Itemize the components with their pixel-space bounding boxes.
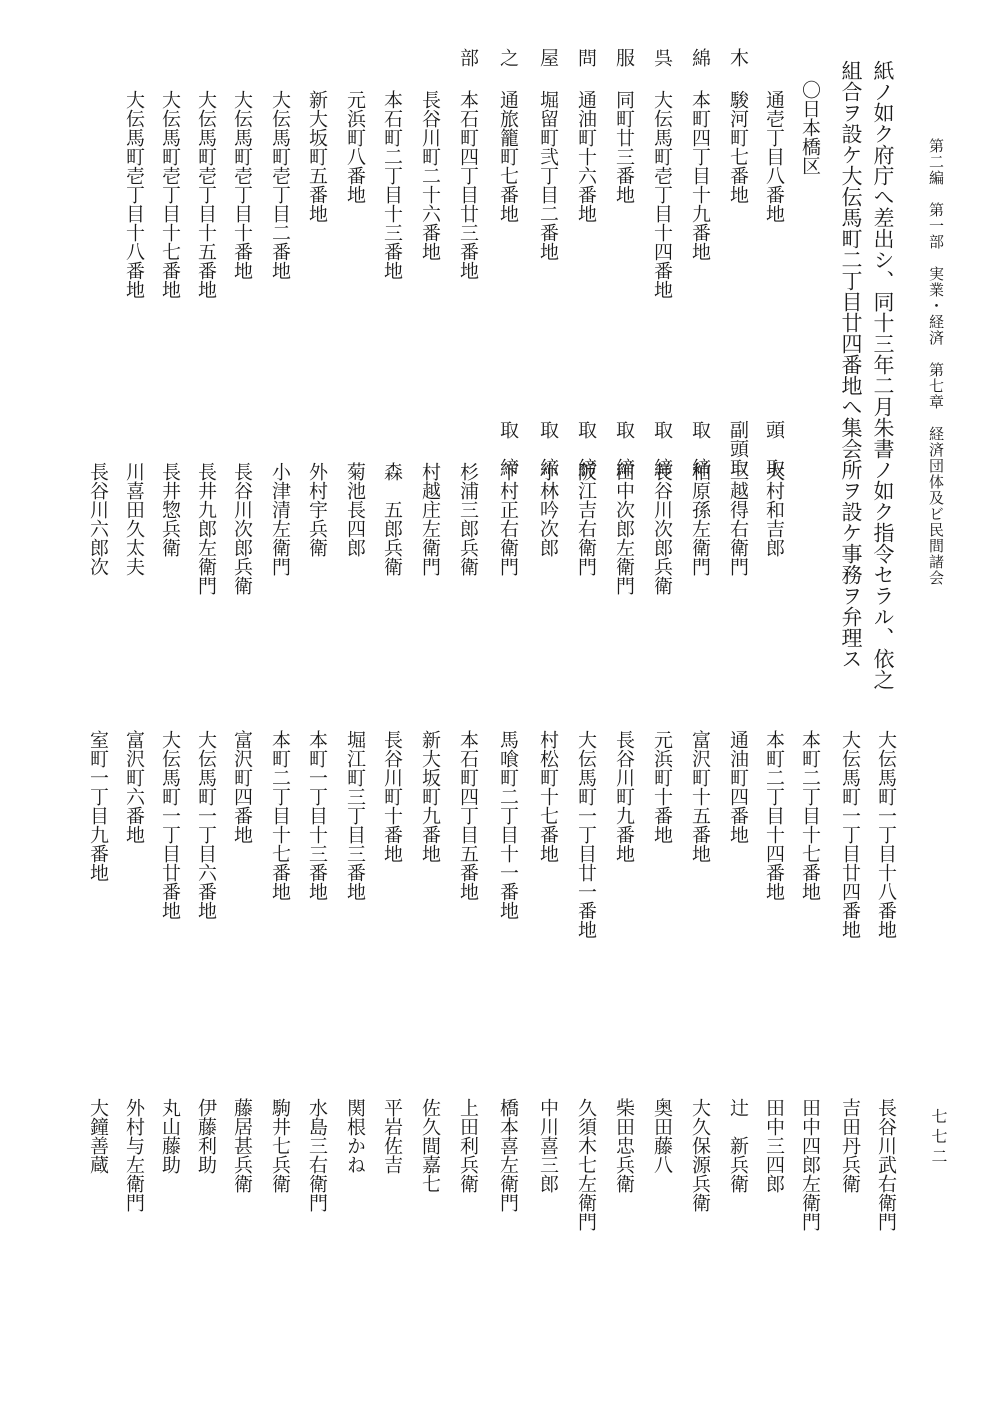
upper-address: 元浜町八番地 (344, 90, 366, 204)
running-header: 第二編 第一部 実業・経済 第七章 経済団体及ビ民間諸会 (927, 138, 945, 586)
category-char: 之 (497, 48, 519, 67)
member-name: 外村宇兵衛 (306, 462, 328, 557)
category-char: 綿 (689, 48, 711, 67)
lower-name: 長谷川武右衛門 (875, 1098, 897, 1231)
member-name: 川喜田久太夫 (123, 462, 145, 576)
member-name: 長井惣兵衛 (159, 462, 181, 557)
member-name: 村越庄左衛門 (419, 462, 441, 576)
upper-address: 大伝馬町壱丁目十八番地 (123, 90, 145, 299)
upper-address: 堀留町弐丁目二番地 (537, 90, 559, 261)
middle-address: 馬喰町二丁目十一番地 (497, 730, 519, 920)
upper-address: 大伝馬町壱丁目二番地 (269, 90, 291, 280)
upper-address: 新大坂町五番地 (306, 90, 328, 223)
middle-address: 大伝馬町一丁目廿一番地 (575, 730, 597, 939)
upper-address: 大伝馬町壱丁目十五番地 (195, 90, 217, 299)
upper-address: 大伝馬町壱丁目十番地 (231, 90, 253, 280)
member-name: 柏原孫左衛門 (689, 462, 711, 576)
middle-address: 元浜町十番地 (651, 730, 673, 844)
upper-address: 通壱丁目八番地 (763, 90, 785, 223)
upper-address: 本石町二丁目十三番地 (381, 90, 403, 280)
upper-address: 通油町十六番地 (575, 90, 597, 223)
role-label: 取 締 (575, 420, 597, 477)
middle-address: 富沢町四番地 (231, 730, 253, 844)
upper-address: 大伝馬町壱丁目十四番地 (651, 90, 673, 299)
lower-name: 外村与左衛門 (123, 1098, 145, 1212)
middle-address: 本町二丁目十七番地 (269, 730, 291, 901)
middle-address: 大伝馬町一丁目六番地 (195, 730, 217, 920)
middle-address: 大伝馬町一丁目廿番地 (159, 730, 181, 920)
category-char: 木 (727, 48, 749, 67)
lower-name: 平岩佐吉 (381, 1098, 403, 1174)
upper-address: 長谷川町二十六番地 (419, 90, 441, 261)
lower-name: 大久保源兵衛 (689, 1098, 711, 1212)
member-name: 菊池長四郎 (344, 462, 366, 557)
middle-address: 堀江町三丁目三番地 (344, 730, 366, 901)
category-char: 部 (457, 48, 479, 67)
member-name: 長井九郎左衛門 (195, 462, 217, 595)
member-name: 長谷川次郎兵衛 (231, 462, 253, 595)
member-name: 大村和吉郎 (763, 462, 785, 557)
lower-name: 辻 新兵衛 (727, 1098, 749, 1193)
middle-address: 富沢町十五番地 (689, 730, 711, 863)
middle-address: 大伝馬町一丁目十八番地 (875, 730, 897, 939)
middle-address: 本町二丁目十四番地 (763, 730, 785, 901)
lower-name: 田中三四郎 (763, 1098, 785, 1193)
lower-name: 中川喜三郎 (537, 1098, 559, 1193)
member-name: 森 五郎兵衛 (381, 462, 403, 576)
upper-address: 本石町四丁目廿三番地 (457, 90, 479, 280)
lower-name: 丸山藤助 (159, 1098, 181, 1174)
role-label: 頭 取 (763, 420, 785, 477)
lower-name: 伊藤利助 (195, 1098, 217, 1174)
middle-address: 本町一丁目十三番地 (306, 730, 328, 901)
member-name: 長谷川次郎兵衛 (651, 462, 673, 595)
lower-name: 奥田藤八 (651, 1098, 673, 1174)
middle-address: 通油町四番地 (727, 730, 749, 844)
member-name: 長谷川六郎次 (87, 462, 109, 576)
intro-line-1: 紙ノ如ク府庁へ差出シ、同十三年二月朱書ノ如ク指令セラル、依之 (871, 60, 895, 690)
lower-name: 田中四郎左衛門 (799, 1098, 821, 1231)
lower-name: 駒井七兵衛 (269, 1098, 291, 1193)
role-label: 取 締 (689, 420, 711, 477)
lower-name: 久須木七左衛門 (575, 1098, 597, 1231)
page-number: 七七二 (929, 1108, 948, 1168)
middle-address: 本町二丁目十七番地 (799, 730, 821, 901)
intro-line-2: 組合ヲ設ケ大伝馬町二丁目廿四番地へ集会所ヲ設ケ事務ヲ弁理ス (839, 60, 863, 669)
middle-address: 室町一丁目九番地 (87, 730, 109, 882)
lower-name: 上田利兵衛 (457, 1098, 479, 1193)
role-label: 取 締 (497, 420, 519, 477)
middle-address: 長谷川町九番地 (613, 730, 635, 863)
lower-name: 大鐘善蔵 (87, 1098, 109, 1174)
district-label: 〇日本橋区 (799, 80, 821, 175)
lower-name: 柴田忠兵衛 (613, 1098, 635, 1193)
member-name: 小林吟次郎 (537, 462, 559, 557)
member-name: 阪江吉右衛門 (575, 462, 597, 576)
role-label: 取 締 (613, 420, 635, 477)
upper-address: 同町廿三番地 (613, 90, 635, 204)
member-name: 田中次郎左衛門 (613, 462, 635, 595)
lower-name: 水島三右衛門 (306, 1098, 328, 1212)
role-label: 取 締 (537, 420, 559, 477)
category-char: 問 (575, 48, 597, 67)
middle-address: 村松町十七番地 (537, 730, 559, 863)
lower-name: 橋本喜左衛門 (497, 1098, 519, 1212)
member-name: 下村正右衛門 (497, 462, 519, 576)
middle-address: 長谷川町十番地 (381, 730, 403, 863)
middle-address: 富沢町六番地 (123, 730, 145, 844)
category-char: 服 (613, 48, 635, 67)
upper-address: 駿河町七番地 (727, 90, 749, 204)
category-char: 屋 (537, 48, 559, 67)
lower-name: 藤居甚兵衛 (231, 1098, 253, 1193)
middle-address: 本石町四丁目五番地 (457, 730, 479, 901)
category-char: 呉 (651, 48, 673, 67)
role-label: 副頭取 (727, 420, 749, 477)
lower-name: 吉田丹兵衛 (839, 1098, 861, 1193)
role-label: 取 締 (651, 420, 673, 477)
member-name: 三越得右衛門 (727, 462, 749, 576)
upper-address: 大伝馬町壱丁目十七番地 (159, 90, 181, 299)
member-name: 杉浦三郎兵衛 (457, 462, 479, 576)
upper-address: 本町四丁目十九番地 (689, 90, 711, 261)
middle-address: 新大坂町九番地 (419, 730, 441, 863)
lower-name: 関根かね (344, 1098, 366, 1174)
middle-address: 大伝馬町一丁目廿四番地 (839, 730, 861, 939)
upper-address: 通旅籠町七番地 (497, 90, 519, 223)
member-name: 小津清左衛門 (269, 462, 291, 576)
lower-name: 佐久間嘉七 (419, 1098, 441, 1193)
